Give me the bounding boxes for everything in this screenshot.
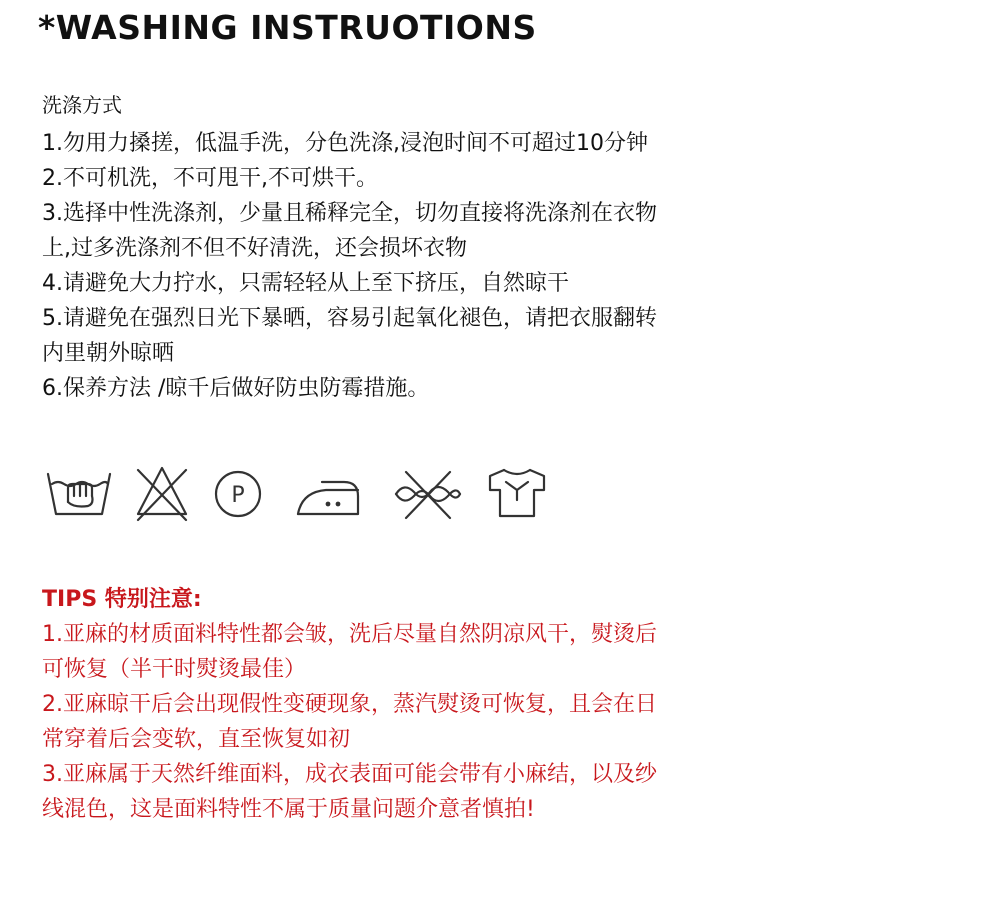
tip-line: 可恢复（半干时熨烫最佳） bbox=[42, 657, 307, 682]
tip-line: 线混色，这是面料特性不属于质量问题介意者慎拍! bbox=[42, 797, 535, 822]
dry-clean-p-icon bbox=[212, 462, 272, 526]
page-title: *WASHING INSTRUOTIONS bbox=[38, 8, 537, 47]
washing-method-heading: 洗涤方式 bbox=[42, 93, 122, 117]
instruction-line: 5.请避免在强烈日光下暴晒，容易引起氧化褪色，请把衣服翻转 bbox=[42, 306, 657, 331]
instruction-line: 上,过多洗涤剂不但不好清洗，还会损坏衣物 bbox=[42, 236, 467, 261]
instruction-line: 内里朝外晾晒 bbox=[42, 341, 175, 366]
iron-low-heat-icon bbox=[294, 462, 374, 526]
tip-line: 常穿着后会变软，直至恢复如初 bbox=[42, 727, 351, 752]
instruction-line: 6.保养方法 /晾千后做好防虫防霉措施。 bbox=[42, 376, 430, 401]
dry-flat-icon bbox=[484, 462, 550, 526]
instruction-line: 1.勿用力搡搓，低温手洗，分色洗涤,浸泡时间不可超过10分钟 bbox=[42, 131, 648, 156]
tip-line: 2.亚麻晾干后会出现假性变硬现象，蒸汽熨烫可恢复，且会在日 bbox=[42, 692, 657, 717]
care-symbols-row bbox=[44, 462, 564, 526]
instruction-line: 3.选择中性洗涤剂，少量且稀释完全，切勿直接将洗涤剂在衣物 bbox=[42, 201, 657, 226]
tip-line: 1.亚麻的材质面料特性都会皱，洗后尽量自然阴凉风干，熨烫后 bbox=[42, 622, 657, 647]
instruction-line: 2.不可机洗，不可甩干,不可烘干。 bbox=[42, 166, 378, 191]
washing-instructions-list bbox=[42, 126, 772, 406]
do-not-bleach-icon bbox=[132, 462, 192, 526]
tips-heading: TIPS 特别注意: bbox=[42, 587, 202, 612]
do-not-wring-icon bbox=[390, 462, 466, 526]
tips-list bbox=[42, 617, 782, 827]
tip-line: 3.亚麻属于天然纤维面料，成衣表面可能会带有小麻结，以及纱 bbox=[42, 762, 657, 787]
instruction-line: 4.请避免大力拧水，只需轻轻从上至下挤压，自然晾干 bbox=[42, 271, 569, 296]
hand-wash-icon bbox=[44, 462, 114, 526]
dry-clean-letter: P bbox=[231, 483, 245, 508]
tips-section bbox=[42, 582, 782, 827]
